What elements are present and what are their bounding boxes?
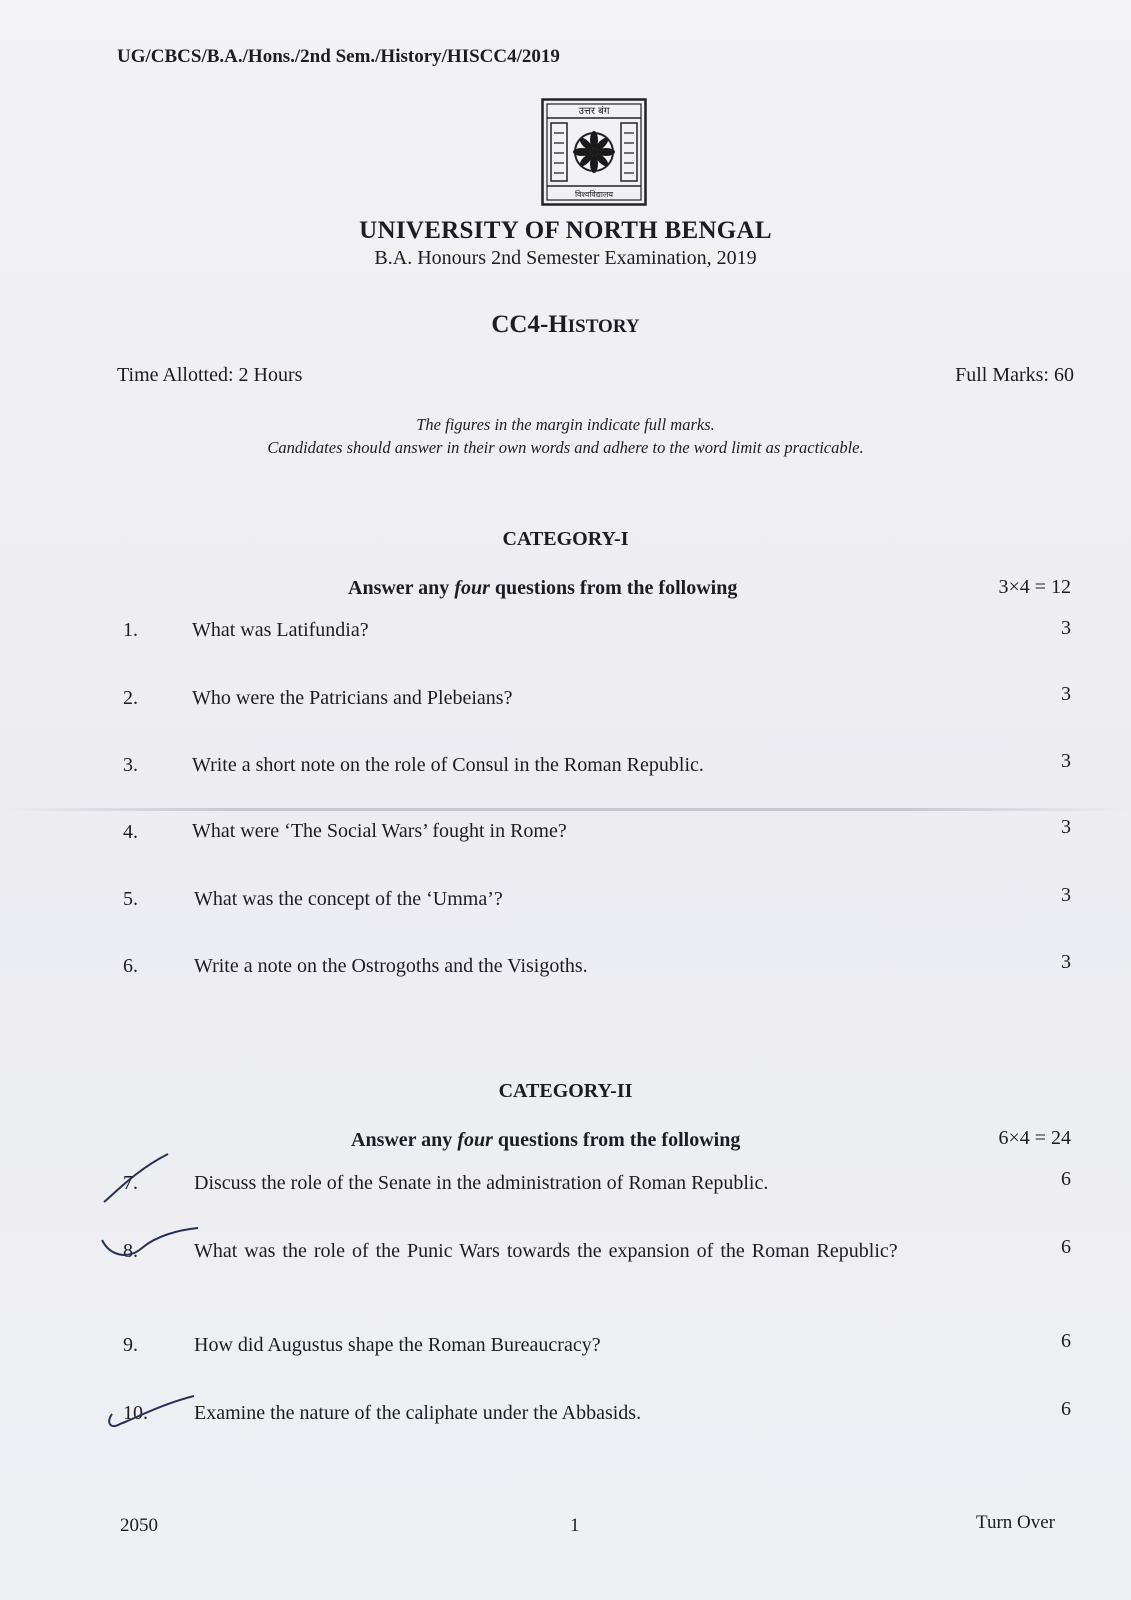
instruction-emphasis: four (454, 577, 490, 599)
paper-code: UG/CBCS/B.A./Hons./2nd Sem./History/HISCC4/2019 (117, 46, 560, 67)
time-allotted: Time Allotted: 2 Hours (117, 364, 303, 386)
question-mark: 6 (1061, 1398, 1071, 1420)
question-text: What were ‘The Social Wars’ fought in Rome? (192, 820, 567, 842)
question-text: Write a note on the Ostrogoths and the Visigoths. (194, 955, 588, 977)
full-marks: Full Marks: 60 (955, 364, 1074, 386)
question-number: 2. (123, 687, 138, 709)
question-text: What was the concept of the ‘Umma’? (194, 888, 503, 910)
question-mark: 6 (1061, 1236, 1071, 1258)
question-number: 8. (123, 1240, 138, 1262)
question-number: 1. (123, 619, 138, 641)
paper-title-rest: ISTORY (567, 316, 640, 337)
question-mark: 6 (1061, 1330, 1071, 1352)
question-mark: 6 (1061, 1168, 1071, 1190)
question-text: Examine the nature of the caliphate under the Abbasids. (194, 1402, 642, 1424)
question-mark: 3 (1061, 951, 1071, 973)
question-mark: 3 (1061, 884, 1071, 906)
question-number: 10. (123, 1402, 148, 1424)
category-2-title: CATEGORY-II (498, 1080, 633, 1102)
pen-tick-mark (96, 1150, 176, 1210)
question-number: 4. (123, 821, 138, 843)
question-text: Discuss the role of the Senate in the administration of Roman Republic. (194, 1172, 769, 1194)
instruction-text: questions from the following (489, 577, 738, 599)
question-mark: 3 (1061, 617, 1071, 639)
paper-serial: 2050 (120, 1515, 158, 1536)
paper-fold (0, 808, 1131, 811)
logo-bottom-text: विश्वविद्यालय (574, 190, 614, 199)
instruction-emphasis: four (457, 1129, 493, 1151)
instruction-text: Answer any (348, 577, 455, 599)
question-number: 9. (123, 1334, 138, 1356)
question-number: 3. (123, 754, 138, 776)
page-number: 1 (570, 1515, 580, 1536)
category-1-total: 3×4 = 12 (998, 576, 1071, 598)
question-number: 5. (123, 888, 138, 910)
question-text: What was Latifundia? (192, 619, 369, 641)
university-name: UNIVERSITY OF NORTH BENGAL (359, 217, 772, 244)
paper-title (0, 311, 1131, 339)
instructions (0, 413, 1131, 459)
instruction-text: questions from the following (492, 1129, 741, 1151)
question-number: 7. (123, 1172, 138, 1194)
exam-title: B.A. Honours 2nd Semester Examination, 2019 (374, 247, 757, 269)
category-1-title: CATEGORY-I (502, 528, 629, 550)
question-text: Write a short note on the role of Consul in the Roman Republic. (192, 754, 704, 776)
category-1-instruction (348, 577, 737, 600)
question-number: 6. (123, 955, 138, 977)
instruction-text: Answer any (351, 1129, 458, 1151)
instruction-line: Candidates should answer in their own words and adhere to the word limit as practicable. (267, 438, 864, 457)
question-mark: 3 (1061, 683, 1071, 705)
question-text: What was the role of the Punic Wars towards the expansion of the Roman Republic? (194, 1240, 898, 1262)
question-text: How did Augustus shape the Roman Bureaucracy? (194, 1334, 601, 1356)
category-2-total: 6×4 = 24 (998, 1127, 1071, 1149)
instruction-line: The figures in the margin indicate full marks. (416, 415, 715, 434)
question-mark: 3 (1061, 750, 1071, 772)
turn-over-label: Turn Over (976, 1512, 1055, 1533)
university-logo (541, 98, 647, 206)
category-2-instruction (351, 1129, 740, 1152)
question-text: Who were the Patricians and Plebeians? (192, 687, 513, 709)
logo-top-text: उत्तर बंग (578, 106, 610, 117)
pen-tick-mark (98, 1226, 208, 1272)
pen-tick-mark (102, 1394, 202, 1440)
question-mark: 3 (1061, 816, 1071, 838)
paper-title-prefix: CC4-H (491, 311, 568, 338)
